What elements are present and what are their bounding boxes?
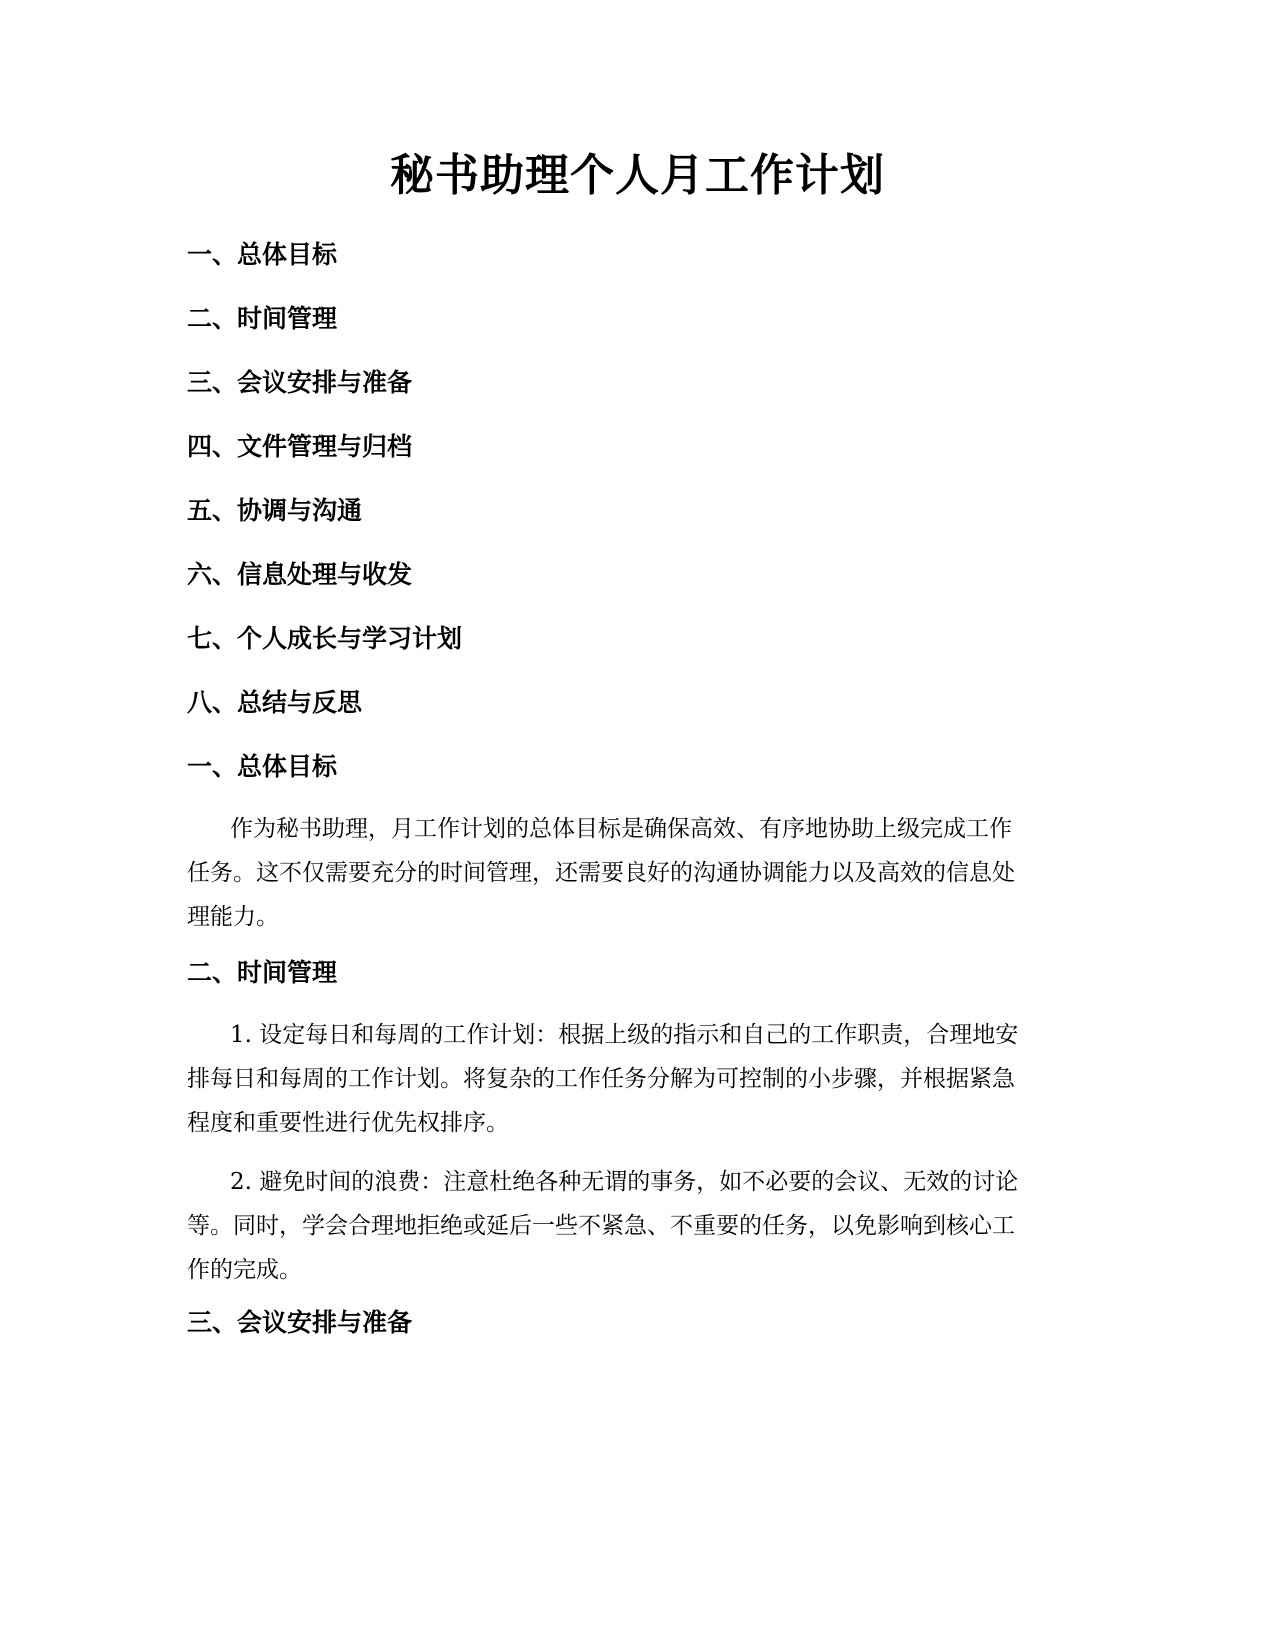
section-heading: 三、会议安排与准备: [187, 1308, 413, 1337]
section-heading: 一、总体目标: [187, 752, 338, 781]
paragraph-line: 2. 避免时间的浪费：注意杜绝各种无谓的事务，如不必要的会议、无效的讨论: [230, 1169, 1019, 1195]
toc-item: 四、文件管理与归档: [187, 432, 413, 461]
paragraph-line: 程度和重要性进行优先权排序。: [187, 1110, 509, 1136]
toc-item: 七、个人成长与学习计划: [187, 624, 463, 653]
paragraph-line: 等。同时，学会合理地拒绝或延后一些不紧急、不重要的任务，以免影响到核心工: [187, 1213, 1015, 1239]
paragraph: [187, 1160, 1087, 1292]
paragraph-line: 作的完成。: [187, 1257, 302, 1283]
section-heading: 二、时间管理: [187, 958, 338, 987]
paragraph: [187, 807, 1087, 939]
toc-item: 三、会议安排与准备: [187, 368, 413, 397]
page-title: 秘书助理个人月工作计划: [390, 150, 885, 201]
paragraph: [187, 1013, 1087, 1145]
paragraph-line: 1. 设定每日和每周的工作计划：根据上级的指示和自己的工作职责，合理地安: [230, 1022, 1019, 1048]
paragraph-line: 排每日和每周的工作计划。将复杂的工作任务分解为可控制的小步骤，并根据紧急: [187, 1066, 1015, 1092]
toc-item: 五、协调与沟通: [187, 496, 363, 525]
toc-item: 八、总结与反思: [187, 688, 363, 717]
paragraph-line: 理能力。: [187, 904, 279, 930]
toc-item: 一、总体目标: [187, 240, 338, 269]
paragraph-line: 作为秘书助理，月工作计划的总体目标是确保高效、有序地协助上级完成工作: [230, 816, 1012, 842]
toc-item: 二、时间管理: [187, 304, 338, 333]
paragraph-line: 任务。这不仅需要充分的时间管理，还需要良好的沟通协调能力以及高效的信息处: [187, 860, 1015, 886]
toc-item: 六、信息处理与收发: [187, 560, 413, 589]
